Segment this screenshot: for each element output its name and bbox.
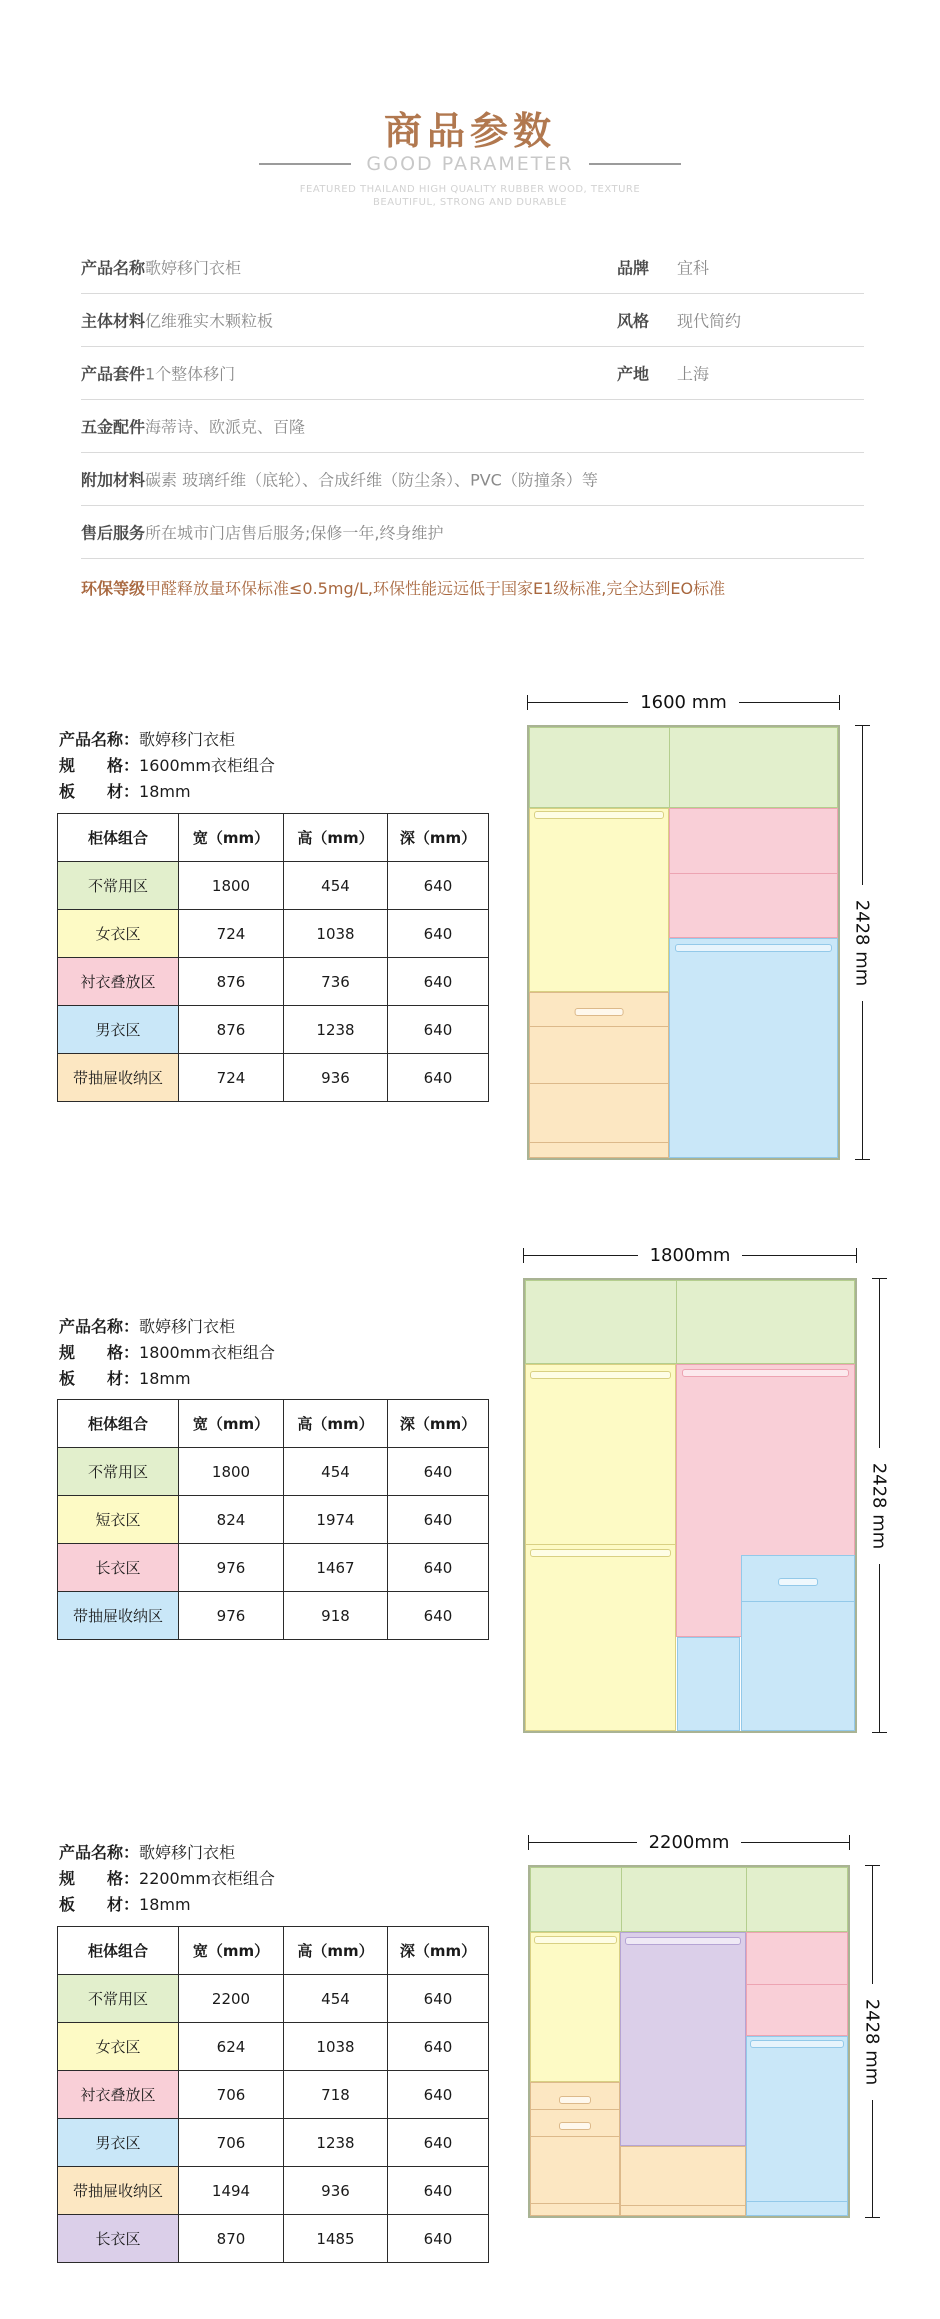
table-row xyxy=(58,1975,489,2023)
info-line: 板 材：18mm xyxy=(59,1895,191,1914)
spec-label: 环保等级 xyxy=(81,579,146,598)
table-row xyxy=(58,1054,489,1102)
spec-label: 产品名称 xyxy=(81,258,146,278)
dimension-line xyxy=(879,1279,880,1448)
shelf-line xyxy=(747,2201,847,2202)
zone-infrequent-top xyxy=(530,1867,848,1932)
table-row xyxy=(58,1448,489,1496)
dimension-cell: 1494 xyxy=(179,2167,284,2215)
dimension-tick xyxy=(839,695,840,710)
dimension-cell: 736 xyxy=(284,958,388,1006)
wardrobe-frame xyxy=(528,1865,850,2218)
spec-row xyxy=(81,559,864,647)
spec-label: 售后服务 xyxy=(81,523,146,543)
table-header-row xyxy=(58,814,489,862)
column-header: 宽（mm） xyxy=(179,1927,284,1975)
product-info-2200 xyxy=(59,1840,275,1918)
drawer-handle xyxy=(574,1008,623,1016)
height-dimension xyxy=(860,1865,884,2218)
dimension-cell: 640 xyxy=(388,1544,489,1592)
zone-cell: 带抽屉收纳区 xyxy=(58,1054,179,1102)
column-header: 深（mm） xyxy=(388,1927,489,1975)
height-dimension-label xyxy=(867,1448,891,1564)
hanging-rod xyxy=(675,944,832,952)
table-row xyxy=(58,2215,489,2263)
zone-cell: 衬衣叠放区 xyxy=(58,958,179,1006)
zone-cell: 女衣区 xyxy=(58,910,179,958)
zone-drawer-storage xyxy=(530,2082,620,2216)
dimension-cell: 640 xyxy=(388,1496,489,1544)
spec-value: 甲醛释放量环保标准≤0.5mg/L,环保性能远远低于国家E1级标准,完全达到EO标准 xyxy=(145,579,726,598)
dimension-line xyxy=(862,1001,863,1160)
dimension-cell: 640 xyxy=(388,862,489,910)
zone-drawer-box xyxy=(741,1555,855,1731)
hanging-rod xyxy=(625,1937,741,1945)
hanging-rod xyxy=(682,1369,848,1377)
drawer-handle xyxy=(559,2122,591,2130)
width-dimension xyxy=(527,691,840,713)
zone-bottom-storage xyxy=(620,2146,746,2216)
table-header xyxy=(58,814,489,862)
zone-cell: 带抽屉收纳区 xyxy=(58,1592,179,1640)
spec-value-right: 上海 xyxy=(677,364,710,384)
column-header: 柜体组合 xyxy=(58,1400,179,1448)
dimension-line xyxy=(739,702,839,703)
spec-label: 主体材料 xyxy=(81,311,146,331)
dimension-cell: 1238 xyxy=(284,1006,388,1054)
width-dimension xyxy=(528,1831,850,1853)
info-line: 规 格：1600mm衣柜组合 xyxy=(59,756,275,775)
dimension-cell: 640 xyxy=(388,958,489,1006)
shelf-line xyxy=(531,2109,619,2110)
dimension-line xyxy=(872,1866,873,1984)
hanging-rod xyxy=(530,1549,670,1557)
dimension-tick xyxy=(856,1248,857,1263)
zone-shirt-shelves xyxy=(746,1932,848,2035)
table-row xyxy=(58,2167,489,2215)
dimension-cell: 706 xyxy=(179,2119,284,2167)
zone-long-hanging xyxy=(620,1932,746,2146)
dimension-cell: 2200 xyxy=(179,1975,284,2023)
dimension-cell: 624 xyxy=(179,2023,284,2071)
shelf-line xyxy=(530,1026,668,1027)
spec-value-right: 宜科 xyxy=(677,258,710,278)
spec-row xyxy=(81,506,864,559)
dimension-cell: 454 xyxy=(284,862,388,910)
info-line: 产品名称：歌婷移门衣柜 xyxy=(59,1843,236,1862)
zone-shirt-shelves xyxy=(669,808,838,939)
info-line: 板 材：18mm xyxy=(59,1369,191,1388)
zone-infrequent-top xyxy=(529,727,838,808)
subtitle-left-rule xyxy=(259,163,351,165)
spec-label-right: 品牌 xyxy=(617,258,650,278)
shelf-line xyxy=(531,2203,619,2204)
zone-cell: 带抽屉收纳区 xyxy=(58,2167,179,2215)
spec-sheet xyxy=(81,241,864,647)
drawer-handle xyxy=(778,1578,818,1586)
column-header: 宽（mm） xyxy=(179,814,284,862)
column-header: 柜体组合 xyxy=(58,814,179,862)
drawer-handle xyxy=(559,2096,591,2104)
page-title: 商品参数 xyxy=(383,109,556,153)
spec-label-right: 风格 xyxy=(617,311,650,331)
hanging-rod xyxy=(534,811,663,819)
zone-women-hanging xyxy=(530,1932,620,2081)
dimension-cell: 870 xyxy=(179,2215,284,2263)
spec-label: 产品套件 xyxy=(81,364,146,384)
zone-cell: 女衣区 xyxy=(58,2023,179,2071)
dimension-cell: 706 xyxy=(179,2071,284,2119)
dimension-cell: 640 xyxy=(388,1006,489,1054)
zone-cell: 男衣区 xyxy=(58,2119,179,2167)
height-dimension xyxy=(867,1278,891,1733)
shelf-line xyxy=(670,873,837,874)
table-header xyxy=(58,1927,489,1975)
width-dimension-label: 1600 mm xyxy=(640,691,727,713)
spec-value: 歌婷移门衣柜 xyxy=(145,258,242,278)
wardrobe-frame xyxy=(523,1278,857,1733)
dimension-cell: 976 xyxy=(179,1592,284,1640)
table-header xyxy=(58,1400,489,1448)
info-line: 板 材：18mm xyxy=(59,782,191,801)
dimension-tick xyxy=(872,1732,887,1733)
table-row xyxy=(58,2119,489,2167)
dimension-cell: 1467 xyxy=(284,1544,388,1592)
column-header: 深（mm） xyxy=(388,814,489,862)
dimension-cell: 1038 xyxy=(284,2023,388,2071)
dimension-cell: 918 xyxy=(284,1592,388,1640)
zone-short-hanging xyxy=(525,1364,676,1731)
info-line: 产品名称：歌婷移门衣柜 xyxy=(59,730,236,749)
dimension-line xyxy=(741,1842,849,1843)
spec-row xyxy=(81,294,864,347)
dimension-cell: 718 xyxy=(284,2071,388,2119)
spec-value: 碳素 玻璃纤维（底轮）、合成纤维（防尘条）、PVC（防撞条）等 xyxy=(145,470,598,490)
panel-divider-line xyxy=(669,728,670,807)
shelf-line xyxy=(530,1083,668,1084)
product-info-1600 xyxy=(59,727,275,805)
dimension-cell: 640 xyxy=(388,1054,489,1102)
table-row xyxy=(58,1496,489,1544)
table-row xyxy=(58,2023,489,2071)
dimension-cell: 1485 xyxy=(284,2215,388,2263)
zone-cell: 不常用区 xyxy=(58,862,179,910)
dimension-cell: 724 xyxy=(179,1054,284,1102)
dimension-cell: 1974 xyxy=(284,1496,388,1544)
shelf-line xyxy=(742,1601,854,1602)
table-row xyxy=(58,2071,489,2119)
spec-label-right: 产地 xyxy=(617,364,650,384)
table-row xyxy=(58,1592,489,1640)
dimension-cell: 640 xyxy=(388,2023,489,2071)
spec-value: 所在城市门店售后服务;保修一年,终身维护 xyxy=(145,523,444,543)
dimension-cell: 640 xyxy=(388,2071,489,2119)
size-table-1600 xyxy=(57,813,489,1102)
shelf-line xyxy=(531,2136,619,2137)
dimension-cell: 640 xyxy=(388,1592,489,1640)
info-line: 规 格：1800mm衣柜组合 xyxy=(59,1343,275,1362)
dimension-cell: 454 xyxy=(284,1448,388,1496)
table-row xyxy=(58,1544,489,1592)
height-dimension-label xyxy=(860,1984,884,2100)
dimension-line xyxy=(872,2100,873,2218)
panel-divider-line xyxy=(621,1868,622,1931)
column-header: 高（mm） xyxy=(284,814,388,862)
height-dimension-label xyxy=(850,885,874,1001)
zone-cell: 长衣区 xyxy=(58,1544,179,1592)
zone-men-hanging xyxy=(669,938,838,1158)
dimension-cell: 454 xyxy=(284,1975,388,2023)
column-header: 高（mm） xyxy=(284,1927,388,1975)
shelf-line xyxy=(530,1142,668,1143)
hanging-rod xyxy=(530,1371,670,1379)
dimension-cell: 876 xyxy=(179,958,284,1006)
column-header: 柜体组合 xyxy=(58,1927,179,1975)
subtitle-text: GOOD PARAMETER xyxy=(366,153,574,175)
hanging-rod xyxy=(534,1936,617,1944)
dimension-cell: 640 xyxy=(388,910,489,958)
info-line: 产品名称：歌婷移门衣柜 xyxy=(59,1317,236,1336)
dimension-line xyxy=(524,1255,638,1256)
spec-row xyxy=(81,347,864,400)
height-dimension-text: 2428 mm xyxy=(868,1462,890,1549)
dimension-cell: 936 xyxy=(284,2167,388,2215)
dimension-line xyxy=(529,1842,637,1843)
table-body xyxy=(58,862,489,1102)
dimension-cell: 876 xyxy=(179,1006,284,1054)
spec-value: 亿维雅实木颗粒板 xyxy=(145,311,274,331)
subtitle-right-rule xyxy=(589,163,681,165)
dimension-cell: 640 xyxy=(388,2167,489,2215)
dimension-cell: 640 xyxy=(388,2215,489,2263)
size-table-2200 xyxy=(57,1926,489,2263)
table-header-row xyxy=(58,1927,489,1975)
zone-cell: 不常用区 xyxy=(58,1975,179,2023)
wardrobe-frame xyxy=(527,725,840,1160)
shelf-line xyxy=(621,2205,745,2206)
table-body xyxy=(58,1975,489,2263)
zone-cell: 不常用区 xyxy=(58,1448,179,1496)
height-dimension-text: 2428 mm xyxy=(861,1998,883,2085)
panel-divider-line xyxy=(746,1868,747,1931)
zone-cell: 男衣区 xyxy=(58,1006,179,1054)
dimension-cell: 724 xyxy=(179,910,284,958)
table-row xyxy=(58,1006,489,1054)
table-row xyxy=(58,910,489,958)
subtitle-row xyxy=(0,153,940,175)
dimension-cell: 640 xyxy=(388,1975,489,2023)
caption-line-1: FEATURED THAILAND HIGH QUALITY RUBBER WOOD, TEXTURE xyxy=(299,184,641,195)
dimension-line xyxy=(879,1564,880,1733)
table-row xyxy=(58,862,489,910)
spec-value: 海蒂诗、欧派克、百隆 xyxy=(145,417,306,437)
dimension-tick xyxy=(865,2217,880,2218)
hanging-rod xyxy=(750,2040,844,2048)
table-body xyxy=(58,1448,489,1640)
size-table-1800 xyxy=(57,1399,489,1640)
dimension-cell: 936 xyxy=(284,1054,388,1102)
zone-drawer-storage xyxy=(529,992,669,1158)
column-header: 深（mm） xyxy=(388,1400,489,1448)
width-dimension xyxy=(523,1244,857,1266)
dimension-cell: 976 xyxy=(179,1544,284,1592)
column-header: 高（mm） xyxy=(284,1400,388,1448)
dimension-line xyxy=(528,702,628,703)
dimension-cell: 1800 xyxy=(179,1448,284,1496)
height-dimension xyxy=(850,725,874,1160)
dimension-cell: 640 xyxy=(388,2119,489,2167)
dimension-line xyxy=(742,1255,856,1256)
dimension-cell: 1038 xyxy=(284,910,388,958)
zone-drawer-side xyxy=(677,1637,741,1731)
dimension-cell: 1238 xyxy=(284,2119,388,2167)
dimension-cell: 1800 xyxy=(179,862,284,910)
dimension-cell: 824 xyxy=(179,1496,284,1544)
dimension-tick xyxy=(849,1835,850,1850)
height-dimension-text: 2428 mm xyxy=(851,899,873,986)
product-info-1800 xyxy=(59,1314,275,1392)
shelf-line xyxy=(747,1984,847,1985)
table-header-row xyxy=(58,1400,489,1448)
width-dimension-label: 1800mm xyxy=(649,1244,731,1266)
spec-label: 附加材料 xyxy=(81,470,146,490)
panel-divider-line xyxy=(676,1281,677,1363)
caption-line-2: BEAUTIFUL, STRONG AND DURABLE xyxy=(373,197,567,208)
zone-cell: 衬衣叠放区 xyxy=(58,2071,179,2119)
spec-row xyxy=(81,241,864,294)
dimension-tick xyxy=(855,1159,870,1160)
header-caption xyxy=(0,183,940,209)
info-line: 规 格：2200mm衣柜组合 xyxy=(59,1869,275,1888)
column-header: 宽（mm） xyxy=(179,1400,284,1448)
dimension-line xyxy=(862,726,863,885)
zone-cell: 长衣区 xyxy=(58,2215,179,2263)
spec-row xyxy=(81,400,864,453)
dimension-cell: 640 xyxy=(388,1448,489,1496)
zone-men-hanging xyxy=(746,2036,848,2216)
spec-value-right: 现代简约 xyxy=(677,311,742,331)
spec-row xyxy=(81,453,864,506)
shelf-line xyxy=(526,1544,675,1545)
width-dimension-label: 2200mm xyxy=(648,1831,730,1853)
spec-value: 1个整体移门 xyxy=(145,364,236,384)
table-row xyxy=(58,958,489,1006)
zone-cell: 短衣区 xyxy=(58,1496,179,1544)
spec-label: 五金配件 xyxy=(81,417,146,437)
zone-women-hanging xyxy=(529,808,669,992)
zone-infrequent-top xyxy=(525,1280,855,1364)
